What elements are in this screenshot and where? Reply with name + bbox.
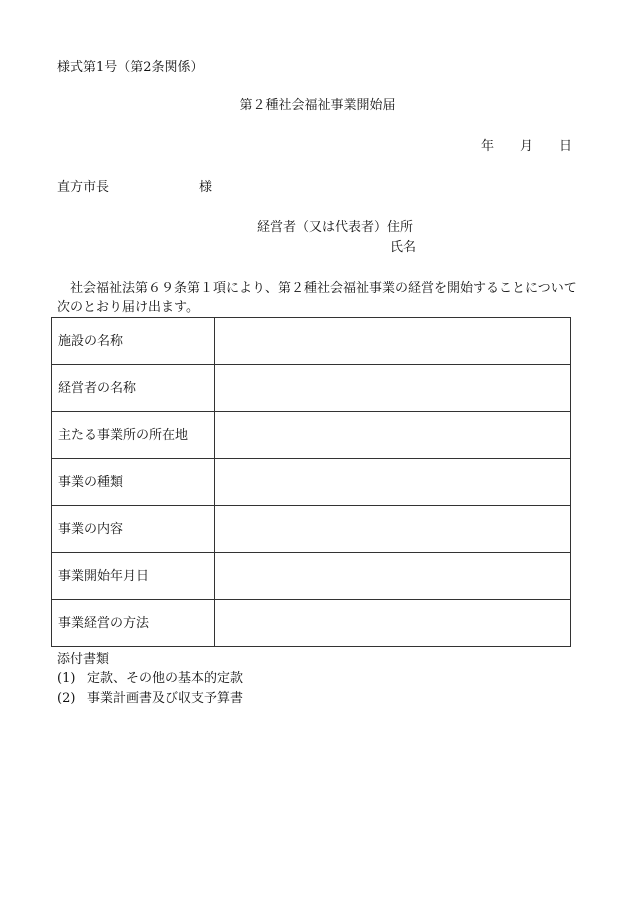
applicant-name-label: 氏名 [390,240,417,255]
attachment-number: (1) [57,671,76,686]
day-label: 日 [558,139,572,154]
row-label: 事業の種類 [52,459,215,506]
row-label: 主たる事業所の所在地 [52,412,215,459]
row-label: 事業経営の方法 [52,600,215,647]
document-title: 第２種社会福祉事業開始届 [239,98,396,113]
attachment-text: 事業計画書及び収支予算書 [87,691,244,706]
row-value-field[interactable] [215,459,571,506]
intro-text: 社会福祉法第６９条第１項により、第２種社会福祉事業の経営を開始することについて次のとおり届け出ます。 [57,281,577,315]
table-row [52,365,571,412]
row-value-field[interactable] [215,318,571,365]
row-value-field[interactable] [215,553,571,600]
attachment-item [57,672,243,685]
attachments-heading: 添付書類 [57,652,110,667]
row-label: 経営者の名称 [52,365,215,412]
form-number: 様式第1号（第2条関係） [57,60,204,75]
attachment-item [57,692,243,705]
row-value-field[interactable] [215,600,571,647]
row-value-field[interactable] [215,412,571,459]
row-label: 施設の名称 [52,318,215,365]
table-row [52,412,571,459]
form-table [51,317,571,647]
row-value-field[interactable] [215,365,571,412]
table-row [52,553,571,600]
table-row [52,506,571,553]
addressee [57,181,212,194]
row-label: 事業の内容 [52,506,215,553]
date-line [481,140,572,153]
addressee-mayor: 直方市長 [57,180,110,195]
addressee-honorific: 様 [199,180,213,195]
applicant-address-label: 経営者（又は代表者）住所 [257,220,414,235]
table-row [52,318,571,365]
attachment-number: (2) [57,691,76,706]
table-row [52,459,571,506]
attachment-text: 定款、その他の基本的定款 [87,671,244,686]
table-row [52,600,571,647]
month-label: 月 [519,139,533,154]
row-label: 事業開始年月日 [52,553,215,600]
row-value-field[interactable] [215,506,571,553]
year-label: 年 [480,139,494,154]
